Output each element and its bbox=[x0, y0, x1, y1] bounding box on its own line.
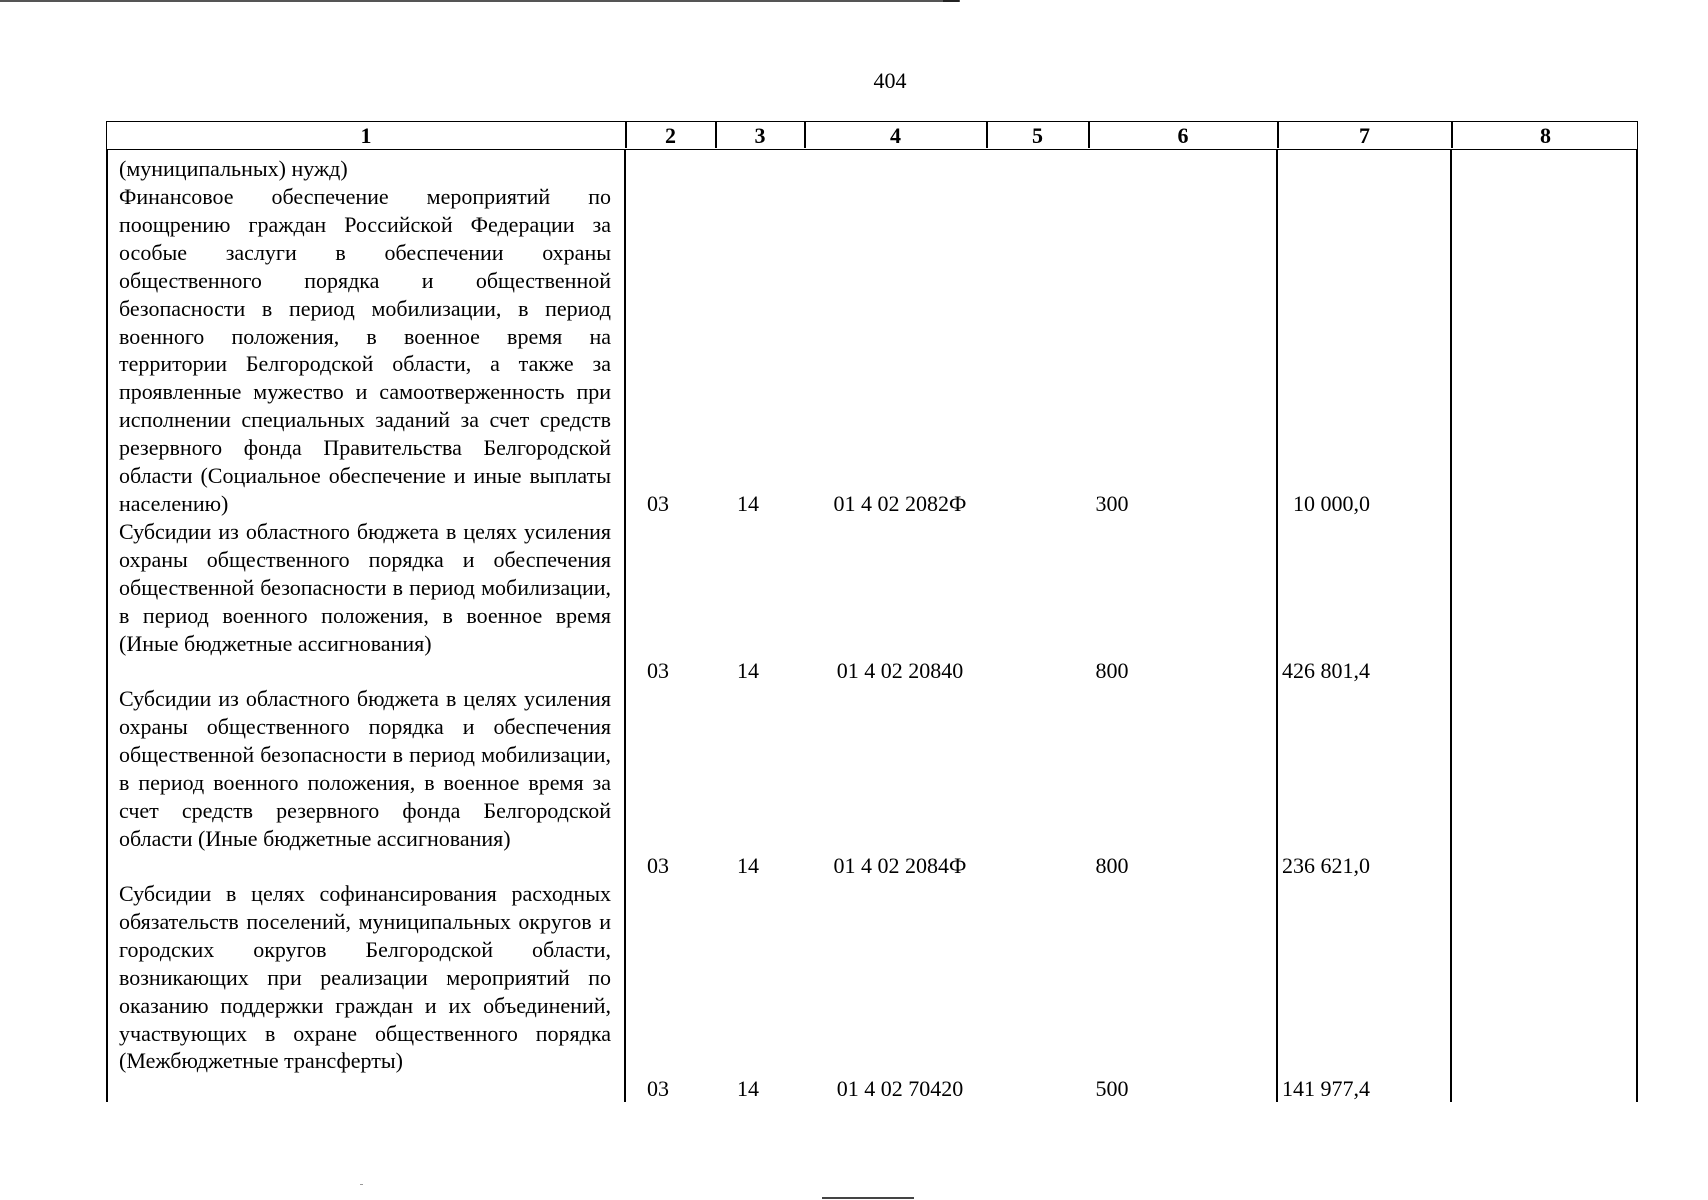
table-cell-subsection: 14 bbox=[737, 1076, 759, 1101]
header-cell-6: 6 bbox=[1177, 123, 1189, 148]
bottom-rule bbox=[822, 1197, 914, 1199]
table-cell-target-code: 01 4 02 20840 bbox=[836, 658, 964, 683]
scan-speck bbox=[360, 1184, 363, 1185]
table-cell-section: 03 bbox=[647, 491, 669, 516]
budget-table bbox=[106, 121, 1638, 1102]
description-text: Финансовое обеспечение мероприятий по поощрению граждан Российской Федерации за особые заслуги в обеспечении охраны общественного порядка и общественной безопасности в период мобилизации, в период военного положения, в военное время на территории Белгородской области, а также за проявленные мужество и самоотверженность при исполнении специальных заданий за счет средств резервного фонда Правительства Белгородской области (Социальное обеспечение и иные выплаты населению) bbox=[119, 184, 611, 516]
table-cell-amount: 426 801,4 bbox=[1282, 658, 1370, 683]
table-cell-section: 03 bbox=[647, 1076, 669, 1101]
table-cell-expense-type: 800 bbox=[1095, 853, 1129, 878]
column-divider bbox=[624, 150, 626, 1102]
table-border-left bbox=[106, 150, 108, 1102]
table-cell-amount: 236 621,0 bbox=[1282, 853, 1370, 878]
table-row-description bbox=[119, 183, 611, 518]
table-cell-section: 03 bbox=[647, 853, 669, 878]
header-cell-3: 3 bbox=[754, 123, 766, 148]
column-divider bbox=[1276, 150, 1278, 1102]
table-border-right bbox=[1636, 150, 1638, 1102]
header-cell-7: 7 bbox=[1359, 123, 1370, 148]
header-cell-5: 5 bbox=[1032, 123, 1043, 148]
column-divider bbox=[1450, 150, 1452, 1102]
table-row-description bbox=[119, 518, 611, 658]
table-cell-subsection: 14 bbox=[737, 853, 759, 878]
top-rule bbox=[0, 0, 960, 2]
table-cell-expense-type: 300 bbox=[1095, 491, 1129, 516]
table-cell-subsection: 14 bbox=[737, 491, 759, 516]
table-row-description bbox=[119, 155, 611, 183]
header-cell-2: 2 bbox=[665, 123, 676, 148]
table-cell-section: 03 bbox=[647, 658, 669, 683]
page-number: 404 bbox=[873, 68, 907, 93]
table-cell-target-code: 01 4 02 2084Ф bbox=[833, 853, 967, 878]
table-cell-expense-type: 800 bbox=[1095, 658, 1129, 683]
table-cell-target-code: 01 4 02 2082Ф bbox=[833, 491, 967, 516]
table-header-row bbox=[106, 121, 1638, 150]
table-row-description bbox=[119, 685, 611, 852]
header-cell-1: 1 bbox=[360, 123, 372, 148]
table-cell-expense-type: 500 bbox=[1095, 1076, 1129, 1101]
table-cell-target-code: 01 4 02 70420 bbox=[836, 1076, 964, 1101]
description-text: (муниципальных) нужд) bbox=[119, 156, 348, 181]
description-text: Субсидии в целях софинансирования расходных обязательств поселений, муниципальных округов и городских округов Белгородской области, возникающих при реализации мероприятий по оказанию поддержки граждан и их объединений, участвующих в охране общественного порядка (Межбюджетные трансферты) bbox=[119, 881, 611, 1074]
table-row-description bbox=[119, 880, 611, 1075]
table-cell-amount: 141 977,4 bbox=[1282, 1076, 1370, 1101]
top-rule-segment bbox=[943, 0, 959, 2]
table-cell-subsection: 14 bbox=[737, 658, 759, 683]
description-text: Субсидии из областного бюджета в целях усиления охраны общественного порядка и обеспечения общественной безопасности в период мобилизации, в период военного положения, в военное время за счет средств резервного фонда Белгородской области (Иные бюджетные ассигнования) bbox=[119, 686, 611, 851]
header-cell-4: 4 bbox=[890, 123, 901, 148]
table-cell-amount: 10 000,0 bbox=[1293, 491, 1370, 516]
header-cell-8: 8 bbox=[1540, 123, 1551, 148]
description-text: Субсидии из областного бюджета в целях усиления охраны общественного порядка и обеспечения общественной безопасности в период мобилизации, в период военного положения, в военное время (Иные бюджетные ассигнования) bbox=[119, 519, 611, 656]
